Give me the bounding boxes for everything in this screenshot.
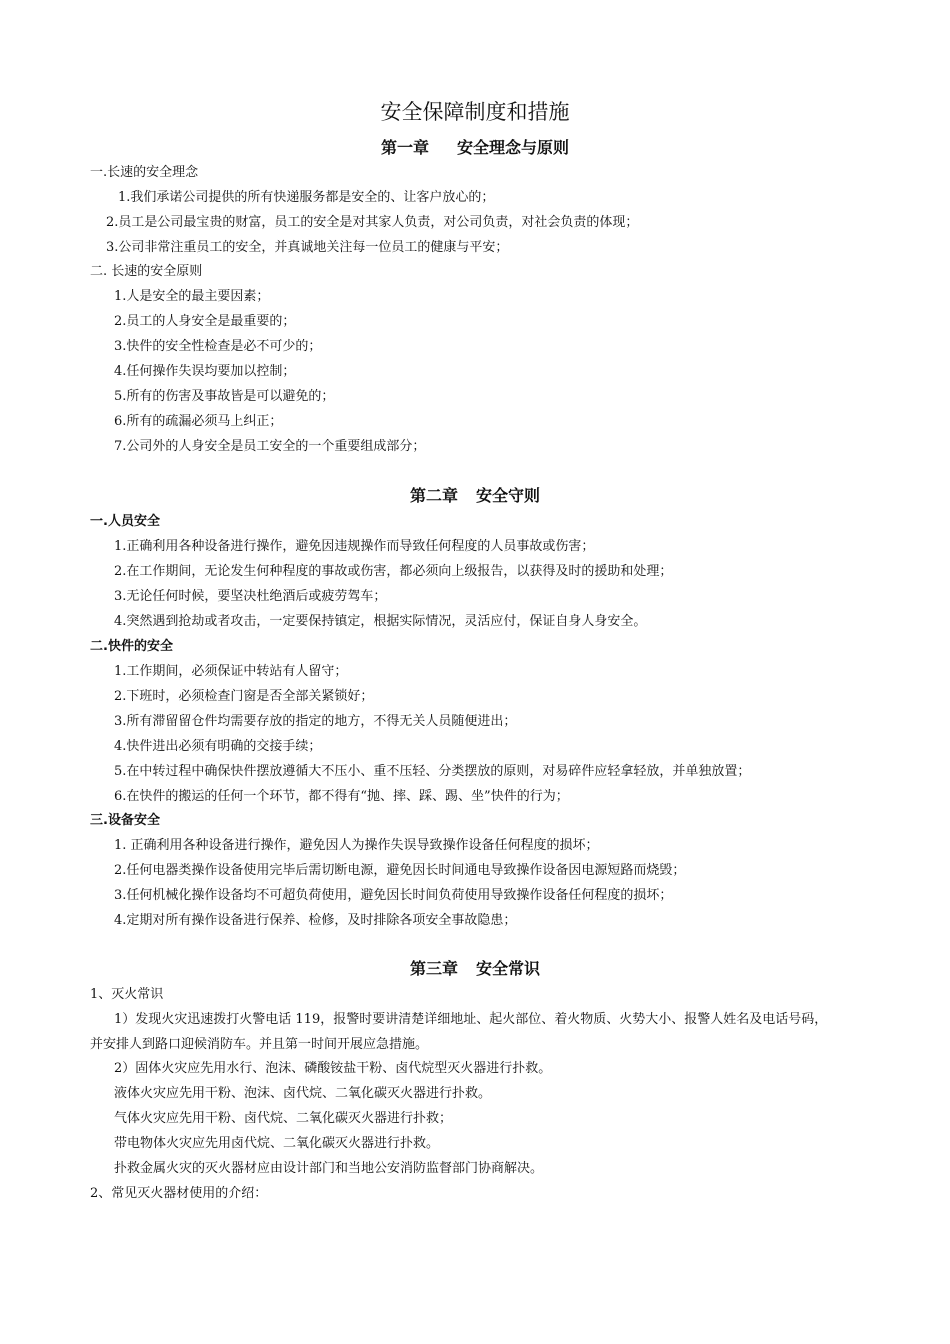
paragraph-line: 扑救金属火灾的灭火器材应由设计部门和当地公安消防监督部门协商解决。 — [114, 1161, 544, 1176]
paragraph-line: 1）发现火灾迅速拨打火警电话 119，报警时要讲清楚详细地址、起火部位、着火物质、火势大小、报警人姓名及电话号码， — [114, 1012, 828, 1027]
list-item: 1.正确利用各种设备进行操作，避免因违规操作而导致任何程度的人员事故或伤害； — [114, 539, 595, 554]
list-item: 6.所有的疏漏必须马上纠正； — [114, 414, 283, 429]
list-item: 3.任何机械化操作设备均不可超负荷使用，避免因长时间负荷使用导致操作设备任何程度的损坏； — [114, 888, 673, 903]
list-item: 2.员工的人身安全是最重要的； — [114, 314, 296, 329]
section-heading: 一.人员安全 — [90, 514, 160, 529]
chapter-1-name: 安全理念与原则 — [457, 138, 570, 157]
chapter-1-heading — [0, 137, 950, 159]
list-item: 5.在中转过程中确保快件摆放遵循大不压小、重不压轻、分类摆放的原则，对易碎件应轻拿轻放，并单独放置； — [114, 764, 751, 779]
list-item: 4.突然遇到抢劫或者攻击，一定要保持镇定，根据实际情况，灵活应付，保证自身人身安全。 — [114, 614, 647, 629]
list-item: 4.任何操作失误均要加以控制； — [114, 364, 296, 379]
chapter-2-heading — [0, 485, 950, 507]
paragraph-line: 并安排人到路口迎候消防车。并且第一时间开展应急措施。 — [90, 1037, 429, 1052]
chapter-3-number: 第三章 — [409, 959, 458, 978]
list-item: 2.员工是公司最宝贵的财富，员工的安全是对其家人负责，对公司负责，对社会负责的体现； — [106, 215, 639, 230]
list-item: 1.工作期间，必须保证中转站有人留守； — [114, 664, 348, 679]
list-item: 4.定期对所有操作设备进行保养、检修，及时排除各项安全事故隐患； — [114, 913, 517, 928]
section-heading: 二. 长速的安全原则 — [90, 264, 203, 279]
list-item: 5.所有的伤害及事故皆是可以避免的； — [114, 389, 335, 404]
chapter-3-name: 安全常识 — [476, 959, 541, 978]
paragraph-line: 2）固体火灾应先用水行、泡沫、磷酸铵盐干粉、卤代烷型灭火器进行扑救。 — [114, 1061, 552, 1076]
chapter-2-number: 第二章 — [409, 486, 458, 505]
list-item: 2.任何电器类操作设备使用完毕后需切断电源，避免因长时间通电导致操作设备因电源短路而烧毁； — [114, 863, 686, 878]
chapter-1-number: 第一章 — [380, 138, 429, 157]
paragraph-line: 带电物体火灾应先用卤代烷、二氧化碳灭火器进行扑救。 — [114, 1136, 440, 1151]
section-heading: 一.长速的安全理念 — [90, 165, 199, 180]
list-item: 1.我们承诺公司提供的所有快递服务都是安全的、让客户放心的； — [118, 190, 495, 205]
paragraph-line: 气体火灾应先用干粉、卤代烷、二氧化碳灭火器进行扑救； — [114, 1111, 453, 1126]
list-item: 3.快件的安全性检查是必不可少的； — [114, 339, 322, 354]
list-item: 6.在快件的搬运的任何一个环节，都不得有“抛、摔、踩、踢、坐”快件的行为； — [114, 789, 569, 804]
document-title: 安全保障制度和措施 — [380, 100, 570, 124]
list-item: 3.公司非常注重员工的安全，并真诚地关注每一位员工的健康与平安； — [106, 240, 509, 255]
list-item: 3.无论任何时候，要坚决杜绝酒后或疲劳驾车； — [114, 589, 387, 604]
paragraph-line: 液体火灾应先用干粉、泡沫、卤代烷、二氧化碳灭火器进行扑救。 — [114, 1086, 492, 1101]
section-heading: 三.设备安全 — [90, 813, 160, 828]
list-item: 2.在工作期间，无论发生何种程度的事故或伤害，都必须向上级报告，以获得及时的援助和处理； — [114, 564, 673, 579]
list-item: 1.人是安全的最主要因素； — [114, 289, 270, 304]
section-heading: 二.快件的安全 — [90, 639, 173, 654]
list-item: 3.所有滞留留仓件均需要存放的指定的地方，不得无关人员随便进出； — [114, 714, 517, 729]
list-item: 2.下班时，必须检查门窗是否全部关紧锁好； — [114, 689, 374, 704]
list-item: 7.公司外的人身安全是员工安全的一个重要组成部分； — [114, 439, 426, 454]
section-heading: 1、灭火常识 — [90, 987, 164, 1002]
chapter-2-name: 安全守则 — [476, 486, 541, 505]
chapter-3-heading — [0, 958, 950, 980]
list-item: 4.快件进出必须有明确的交接手续； — [114, 739, 322, 754]
list-item: 1. 正确利用各种设备进行操作，避免因人为操作失误导致操作设备任何程度的损坏； — [114, 838, 599, 853]
section-heading: 2、常见灭火器材使用的介绍： — [90, 1186, 268, 1201]
